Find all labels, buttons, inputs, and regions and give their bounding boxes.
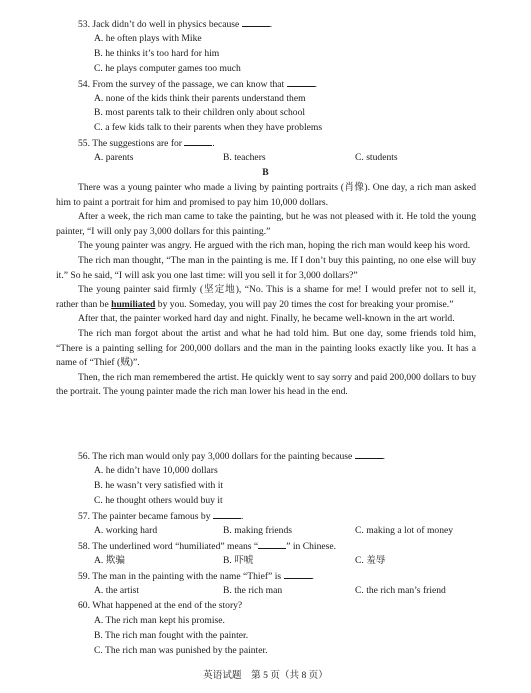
question-55-option-a: A. parents (94, 152, 134, 163)
question-59-text: 59. The man in the painting with the name “Thief” is (78, 571, 282, 582)
answer-blank (355, 449, 383, 459)
answer-blank (184, 136, 212, 146)
passage-paragraph-6: After that, the painter worked hard day and night. Finally, he became well-known in the art world. (78, 313, 455, 325)
question-59-option-b: B. the rich man (223, 585, 283, 596)
section-b-heading: B (262, 167, 269, 178)
question-58-option-c: C. 羞辱 (355, 555, 386, 566)
question-58-stem (78, 539, 336, 555)
underlined-word: humiliated (111, 298, 156, 310)
question-55-stem: 55. The suggestions are for . (78, 138, 215, 149)
question-56-option-b: B. he wasn’t very satisfied with it (94, 480, 224, 491)
passage-paragraph-7: The rich man forgot about the artist and what he had told him. But one day, some friends told him, “There is a painting selling for 200,000 dollars and the man in the painting looks exactly like you. It has a name of “Thief (贼)”. (56, 327, 476, 369)
question-57-stem: 57. The painter became famous by . (78, 511, 244, 522)
question-57-option-a: A. working hard (94, 525, 158, 536)
question-53-stem: 53. Jack didn’t do well in physics because . (78, 19, 273, 30)
question-60-option-c: C. The rich man was punished by the painter. (94, 645, 268, 656)
question-59-stem: 59. The man in the painting with the name “Thief” is . (78, 571, 314, 582)
answer-blank (284, 569, 312, 579)
question-55-text: 55. The suggestions are for (78, 138, 182, 149)
question-54-option-c: C. a few kids talk to their parents when they have problems (94, 122, 323, 133)
question-58-option-a: A. 欺骗 (94, 555, 125, 566)
question-56-text: 56. The rich man would only pay 3,000 dollars for the painting because (78, 451, 353, 462)
question-56-stem: 56. The rich man would only pay 3,000 dollars for the painting because . (78, 451, 386, 462)
question-59-option-c: C. the rich man’s friend (355, 585, 446, 596)
question-60-stem: 60. What happened at the end of the story? (78, 600, 243, 611)
question-57-option-c: C. making a lot of money (355, 525, 454, 536)
question-54-option-b: B. most parents talk to their children only about school (94, 107, 306, 118)
question-58-text-before: 58. The underlined word “humiliated” means “ (78, 541, 259, 552)
question-53-option-b: B. he thinks it’s too hard for him (94, 48, 220, 59)
paragraph-5-text-after: by you. Someday, you will pay 20 times the cost for breaking your promise.” (155, 298, 454, 310)
answer-blank (213, 509, 241, 519)
paragraph-5-text-before: The young painter said firmly (坚定地), “No. This is a shame for me! I would prefer not to sell it, rather than be (56, 284, 476, 310)
passage-paragraph-2: After a week, the rich man came to take the painting, but he was not pleased with it. He told the young painter, “I will only pay 3,000 dollars for this painting.” (56, 211, 476, 237)
passage-paragraph-4: The rich man thought, “The man in the painting is me. If I don’t buy this painting, no one else will buy it.” So he said, “I will ask you one last time: will you sell it for 3,000 dollars?” (56, 254, 476, 281)
question-53-option-c: C. he plays computer games too much (94, 63, 241, 74)
question-53-text: 53. Jack didn’t do well in physics because (78, 19, 240, 30)
question-60-option-a: A. The rich man kept his promise. (94, 615, 225, 626)
question-60-option-b: B. The rich man fought with the painter. (94, 630, 249, 641)
page-footer: 英语试题 第 5 页（共 8 页） (203, 670, 328, 681)
passage-paragraph-1: There was a young painter who made a living by painting portraits (肖像). One day, a rich man asked him to paint a portrait for him and promised to pay him 10,000 dollars. (56, 182, 476, 208)
answer-blank (242, 17, 270, 27)
question-56-option-a: A. he didn’t have 10,000 dollars (94, 465, 218, 476)
passage-paragraph-8: Then, the rich man remembered the artist. He quickly went to say sorry and paid 200,000 dollars to buy the portrait. The young painter made the rich man lower his head in the end. (56, 371, 476, 398)
question-54-text: 54. From the survey of the passage, we can know that (78, 79, 285, 90)
question-55-option-c: C. students (355, 152, 398, 163)
passage-paragraph-5 (56, 283, 476, 312)
answer-blank (287, 77, 315, 87)
question-57-option-b: B. making friends (223, 525, 293, 536)
question-58-text-after: ” in Chinese. (286, 541, 337, 552)
question-58-option-b: B. 吓唬 (223, 555, 254, 566)
reading-passage (56, 181, 476, 400)
question-59-option-a: A. the artist (94, 585, 140, 596)
passage-paragraph-3: The young painter was angry. He argued with the rich man, hoping the rich man would keep his word. (78, 240, 471, 252)
answer-blank (258, 539, 286, 549)
question-55-option-b: B. teachers (223, 152, 266, 163)
question-57-text: 57. The painter became famous by (78, 511, 211, 522)
question-54-stem: 54. From the survey of the passage, we can know that . (78, 79, 318, 90)
question-56-option-c: C. he thought others would buy it (94, 495, 223, 506)
question-54-option-a: A. none of the kids think their parents understand them (94, 93, 306, 104)
question-53-option-a: A. he often plays with Mike (94, 33, 202, 44)
